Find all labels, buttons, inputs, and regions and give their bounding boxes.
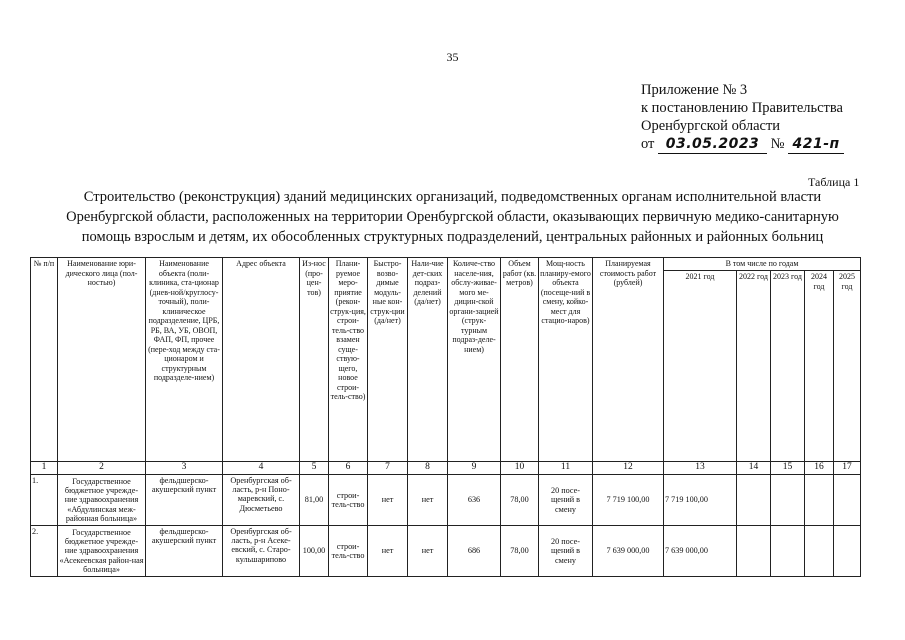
cell-2025 xyxy=(834,526,861,577)
col-header-volume: Объем работ (кв. метров) xyxy=(501,258,539,462)
col-header-object-name: Наименование объекта (поли-клиника, ста-ционар (днев-ной/круглосу-точный), поли-клиническое подразделение, ЦРБ, РБ, ВА, УБ, ОВОП, ФАП, ФП, прочее (пере-ход между ста-ционаром и структурным подразделе-нием) xyxy=(146,258,223,462)
handwritten-number: 421-п xyxy=(788,135,844,154)
annex-line-2: к постановлению Правительства xyxy=(641,100,843,116)
cell-planned-measure: строи-тель-ство xyxy=(329,526,368,577)
page-number: 35 xyxy=(446,50,459,64)
cell-population: 686 xyxy=(448,526,501,577)
column-number: 7 xyxy=(368,462,408,475)
column-number: 4 xyxy=(223,462,300,475)
col-header-2025: 2025 год xyxy=(834,271,861,462)
cell-object-name: фельдшерско-акушерский пункт xyxy=(146,475,223,526)
cell-legal-name: Государственное бюджетное учрежде-ние здравоохранения «Асекеевская район-ная больница» xyxy=(58,526,146,577)
column-number: 11 xyxy=(539,462,593,475)
column-number: 10 xyxy=(501,462,539,475)
document-title xyxy=(20,187,885,247)
col-header-2023: 2023 год xyxy=(771,271,805,462)
number-label: № xyxy=(770,136,785,152)
data-table xyxy=(30,257,861,577)
title-line-3: помощь взрослым и детям, их обособленных структурных подразделений, центральных районных и районных больниц xyxy=(81,229,824,245)
col-header-by-years: В том числе по годам xyxy=(664,258,861,271)
column-number: 12 xyxy=(593,462,664,475)
cell-children-units: нет xyxy=(408,475,448,526)
column-number: 3 xyxy=(146,462,223,475)
col-header-modular: Быстро-возво-димые модуль-ные кон-струк-ции (да/нет) xyxy=(368,258,408,462)
column-number: 16 xyxy=(805,462,834,475)
cell-wear: 81,00 xyxy=(300,475,329,526)
col-header-capacity: Мощ-ность планиру-емого объекта (посеще-ний в смену, койко-мест для стацио-наров) xyxy=(539,258,593,462)
title-line-1: Строительство (реконструкция) зданий медицинских организаций, подведомственных органам исполнительной власти xyxy=(83,189,822,205)
cell-2023 xyxy=(771,526,805,577)
cell-2025 xyxy=(834,475,861,526)
cell-2022 xyxy=(737,475,771,526)
column-number: 13 xyxy=(664,462,737,475)
cell-object-name: фельдшерско-акушерский пункт xyxy=(146,526,223,577)
annex-line-1: Приложение № 3 xyxy=(641,82,748,98)
col-header-planned-measure: Плани-руемое меро-приятие (рекон-струк-ция, строи-тель-ство взамен суще-ствую-щего, новое строи-тель-ство) xyxy=(329,258,368,462)
cell-2021: 7 639 000,00 xyxy=(664,526,737,577)
cell-volume: 78,00 xyxy=(501,475,539,526)
column-number: 8 xyxy=(408,462,448,475)
cell-2022 xyxy=(737,526,771,577)
column-number: 15 xyxy=(771,462,805,475)
annex-block xyxy=(641,81,844,154)
cell-address: Оренбургская об-ласть, р-н Поно-маревский, с. Дюсметьево xyxy=(223,475,300,526)
title-line-2: Оренбургской области, расположенных на территории Оренбургской области, оказывающих первичную медико-санитарную xyxy=(66,209,839,225)
column-number: 6 xyxy=(329,462,368,475)
col-header-cost: Планируемая стоимость работ (рублей) xyxy=(593,258,664,462)
column-number: 17 xyxy=(834,462,861,475)
table-row xyxy=(31,475,861,526)
header-row xyxy=(31,258,861,271)
column-number: 2 xyxy=(58,462,146,475)
cell-children-units: нет xyxy=(408,526,448,577)
table-label: Таблица 1 xyxy=(808,175,860,189)
col-header-address: Адрес объекта xyxy=(223,258,300,462)
column-number: 5 xyxy=(300,462,329,475)
cell-modular: нет xyxy=(368,475,408,526)
column-number-row xyxy=(31,462,861,475)
cell-2024 xyxy=(805,475,834,526)
cell-capacity: 20 посе-щений в смену xyxy=(539,526,593,577)
cell-2021: 7 719 100,00 xyxy=(664,475,737,526)
cell-population: 636 xyxy=(448,475,501,526)
col-header-wear: Из-нос (про-цен-тов) xyxy=(300,258,329,462)
col-header-legal-name: Наименование юри-дического лица (пол-ностью) xyxy=(58,258,146,462)
handwritten-date: 03.05.2023 xyxy=(658,135,767,154)
cell-planned-measure: строи-тель-ство xyxy=(329,475,368,526)
cell-legal-name: Государственное бюджетное учрежде-ние здравоохранения «Абдулинская меж-районная больница» xyxy=(58,475,146,526)
cell-2024 xyxy=(805,526,834,577)
col-header-num: № п/п xyxy=(31,258,58,462)
column-number: 14 xyxy=(737,462,771,475)
column-number: 1 xyxy=(31,462,58,475)
col-header-2022: 2022 год xyxy=(737,271,771,462)
cell-cost: 7 639 000,00 xyxy=(593,526,664,577)
table-row xyxy=(31,526,861,577)
cell-num: 1. xyxy=(31,475,58,526)
col-header-children-units: Нали-чие дет-ских подраз-делений (да/нет) xyxy=(408,258,448,462)
cell-2023 xyxy=(771,475,805,526)
cell-num: 2. xyxy=(31,526,58,577)
col-header-population: Количе-ство населе-ния, обслу-живае-мого ме-дицин-ской органи-зацией (струк-турным подраз-деле-нием) xyxy=(448,258,501,462)
cell-capacity: 20 посе-щений в смену xyxy=(539,475,593,526)
cell-address: Оренбургская об-ласть, р-н Асеке-евский, с. Старо-кульшарипово xyxy=(223,526,300,577)
col-header-2021: 2021 год xyxy=(664,271,737,462)
annex-line-3: Оренбургской области xyxy=(641,118,781,134)
ot-label: от xyxy=(641,136,655,152)
cell-modular: нет xyxy=(368,526,408,577)
cell-wear: 100,00 xyxy=(300,526,329,577)
column-number: 9 xyxy=(448,462,501,475)
cell-volume: 78,00 xyxy=(501,526,539,577)
annex-date-line xyxy=(641,135,844,154)
col-header-2024: 2024 год xyxy=(805,271,834,462)
cell-cost: 7 719 100,00 xyxy=(593,475,664,526)
